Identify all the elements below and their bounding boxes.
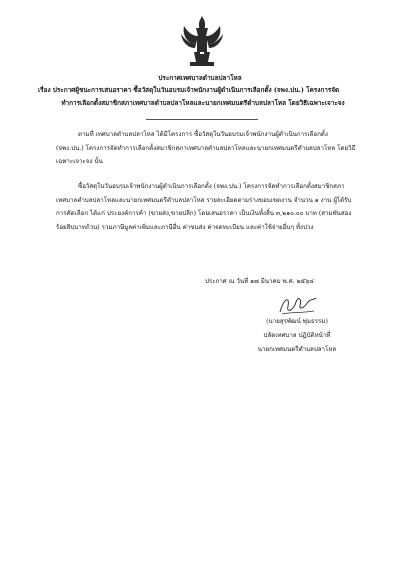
paragraph-line: เทศบาลตำบลปลาโหลและนายกเทศมนตรีตำบลปลาโหล รายละเอียดตามร่างขอบเขตงาน จำนวน ๑ งาน ผู้ได้รับ: [56, 196, 352, 204]
paragraph-line: ร้อยสิบบาทถ้วน) รวมภาษีมูลค่าเพิ่มและภาษีอื่น ค่าขนส่ง ค่าจดทะเบียน และค่าใช้จ่ายอื่นๆ ทั้งปวง: [56, 223, 314, 231]
paragraph-line: ตามที่ เทศบาลตำบลปลาโหล ได้มีโครงการ ซื้อวัสดุในวันอบรมเจ้าพนักงานผู้ดำเนินการเลือกตั้ง: [78, 131, 328, 138]
paragraph-1: [56, 128, 358, 169]
paragraph-line: เฉพาะเจาะจง นั้น: [56, 158, 103, 165]
signatory-position-2: นายกเทศมนตรีตำบลปลาโหล: [257, 346, 337, 353]
signatory-position-1: ปลัดเทศบาล ปฏิบัติหน้าที่: [263, 332, 331, 339]
paragraph-line: การคัดเลือก ได้แก่ ประยงค์การค้า (ขายส่ง,ขายปลีก) โดยเสนอราคา เป็นเงินทั้งสิ้น ๓,๒๑๐.๐๐ บาท (สามพันสอง: [56, 210, 352, 217]
subject-line-1: เรื่อง ประกาศผู้ชนะการเสนอราคา ซื้อวัสดุในวันอบรมเจ้าพนักงานผู้ดำเนินการเลือกตั้ง (จพง.ปน.) โครงการจัด: [38, 86, 340, 94]
announcement-date: ประกาศ ณ วันที่ ๑๗ มีนาคม พ.ศ. ๒๕๖๔: [205, 278, 314, 285]
handwritten-signature-icon: [276, 292, 320, 318]
paragraph-line: (จพง.ปน.) โครงการจัดทำการเลือกตั้งสมาชิกสภาเทศบาลตำบลปลาโหลและนายกเทศมนตรีตำบลปลาโหล โดยวิธี: [56, 144, 356, 152]
garuda-emblem-icon: [180, 14, 224, 72]
paragraph-2: [56, 180, 358, 234]
signatory-name: (นายสุรพัฒน์ พุ่มธรรม): [266, 318, 328, 325]
paragraph-line: ซื้อวัสดุในวันอบรมเจ้าพนักงานผู้ดำเนินการเลือกตั้ง (จพง.ปน.) โครงการจัดทำการเลือกตั้งสมาชิกสภา: [78, 183, 345, 190]
announcement-subject: [38, 84, 368, 110]
subject-line-2: ทำการเลือกตั้งสมาชิกสภาเทศบาลตำบลปลาโหลและนายกเทศมนตรีตำบลปลาโหล โดยวิธีเฉพาะเจาะจง: [61, 99, 345, 107]
divider-rule: [146, 119, 258, 120]
announcement-title: ประกาศเทศบาลตำบลปลาโหล: [158, 74, 242, 82]
